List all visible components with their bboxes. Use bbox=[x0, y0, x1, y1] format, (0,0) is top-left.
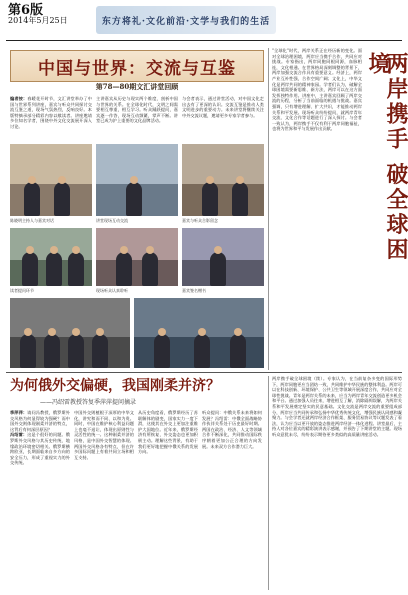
page-label: 第6版 bbox=[8, 3, 44, 18]
photo-closing bbox=[134, 298, 264, 368]
photo-audience-wide bbox=[10, 298, 130, 368]
section-banner: 东方将礼·文化前沿·文学与我们的生活 bbox=[96, 6, 276, 34]
photo-audience-question bbox=[10, 228, 92, 286]
intro-column-2: 主讲嘉宾从历史与现实两个维度，剖析中国与世界的关系。在全球化时代，文明之间需要相互尊重，相互学习。听众踊跃提问，嘉宾逐一作答，现场互动频繁，掌声不断。讲堂已成为沪上重要的文化品牌活动。 bbox=[96, 96, 178, 124]
intro-column-1: 编者按：春暖花开时节，文汇讲堂举办了中国与世界系列讲座，嘉宾与听众共同探讨交流互鉴之道，现场气氛热烈，反响良好。本版特摘录部分精彩内容以飨读者。讲座邀请多位知名学者，围绕中外文化交流展开深入讨论。 bbox=[10, 96, 92, 129]
caption-1: 陈晓明主持人与嘉宾对话 bbox=[10, 218, 54, 223]
mid-rule bbox=[6, 372, 402, 373]
caption-3: 嘉宾与听众合影留念 bbox=[182, 218, 218, 223]
intro-column-3: 与会者表示，通过讲堂活动，对中国文化走出去有了更深的认识。交流互鉴是推动人类文明进步的重要动力。未来讲堂将继续关注中外交流议题，邀请更多专家学者参与。 bbox=[182, 96, 264, 118]
page-number bbox=[8, 3, 68, 26]
right-heading: 两岸携手 破全球困境 bbox=[365, 52, 408, 263]
feature-title: 中国与世界：交流与互鉴 bbox=[10, 50, 264, 82]
feature-subtitle: 第78—80期文汇讲堂回顾 bbox=[95, 82, 179, 91]
article2-column-5: 两岸携手破全球困境（续）。专家认为，在当前复杂多变的国际形势下，两岸同胞更应当团结一致，共同维护中华民族的整体利益。两岸可以在科技创新、环境保护、公共卫生等领域开展深度合作，共同应对全球性挑战。青年是两岸关系的未来，应当为两岸青年交流创造更多机会和平台。通过加强人员往来，增进相互了解，消除隔阂误解，为两岸关系和平发展奠定坚实的民意基础。文化交流是两岸交流的重要组成部分，两岸应当共同传承和弘扬中华优秀传统文化，增强民族认同感和凝聚力。与会学者还就两岸经济合作框架、服务贸易协议等议题发表了看法，认为应当以更开放的姿态推进两岸经济一体化进程。讲堂最后，主持人对各位嘉宾的精彩演讲表示感谢，并预告了下期讲堂的主题。现场听众意犹未尽，纷纷表示期待更多类似的高质量讲座活动。 bbox=[272, 376, 402, 437]
photo-speakers-dialogue bbox=[10, 144, 92, 216]
article2-column-3: 从历史角度看，俄罗斯经历了苏联解体的剧变，国家实力一度下滑，这使其在外交上更加注重维护大国地位。近年来，俄罗斯经济有所恢复，外交姿态也更加积极主动。理解这些背景，有助于我们更好地把握中俄关系的发展方向。 bbox=[138, 410, 198, 455]
caption-6: 嘉宾签名赠书 bbox=[182, 288, 206, 293]
article2-subhead: ——冯绍雷教授答复季萍萍提问摘录 bbox=[40, 399, 137, 406]
issue-date: 2014年5月25日 bbox=[8, 16, 68, 25]
photo-stage-panel bbox=[96, 228, 178, 286]
side-article-column: "全球化"时代，两岸关系正在经历新的变化。面对全球治理困境，两岸应当携手合作，共同应对挑战。专家指出，两岸同胞同根同源，血脉相连，文化相通。在世界格局深刻调整的背景下，两岸加强交流合作具有重要意义。经济上，两岸产业互补性强，合作空间广阔；文化上，中华文化是两岸共同的精神家园。学者们认为，破解全球困境需要新思维、新方法，两岸可以在这方面发挥独特作用。讲座中，主讲嘉宾回顾了两岸交流的历程，分析了当前面临的机遇与挑战。嘉宾强调，只有增进理解、扩大共识，才能推动两岸关系和平发展。现场听众纷纷提问，就两岸青年交流、文化合作等话题进行了深入探讨。与会者一致认为，两岸携手不仅有利于两岸同胞福祉，也将为世界和平与发展作出贡献。 bbox=[272, 48, 362, 132]
article2-column-1: 季萍萍：请问冯教授，俄罗斯外交风格为何显得较为强硬？而中国外交则体现刚柔并济的特点，这背后有何深层原因？ 冯绍雷：这是个很好的问题。俄罗斯外交风格与其历史传统、地缘政治环境密切相关。俄罗斯横跨欧亚，长期面临来自多方向的安全压力，形成了重视实力的外交传统。 bbox=[10, 410, 70, 466]
photo-guest-portrait bbox=[182, 144, 264, 216]
article2-divider bbox=[268, 376, 269, 590]
column-divider bbox=[268, 48, 269, 370]
article2-headline: 为何俄外交偏硬，我国刚柔并济？ bbox=[10, 378, 220, 394]
caption-4: 读者提问环节 bbox=[10, 288, 34, 293]
article2-column-2: 中国外交则植根于深厚的中华文化，讲究和而不同、以和为贵。同时，中国在维护核心利益问题上也毫不退让，体现出原则性与灵活性的统一。这种刚柔并济的风格，是中国外交智慧的体现。两国外交风格各有特点，但在许多国际问题上有着共同立场和相互支持。 bbox=[74, 410, 134, 460]
photo-lecture-hall bbox=[96, 144, 178, 216]
caption-5: 现场听众认真聆听 bbox=[96, 288, 128, 293]
caption-2: 讲堂现场互动交流 bbox=[96, 218, 128, 223]
article2-column-4: 听众提问：中俄关系未来将如何发展？冯绍雷：中俄全面战略协作伙伴关系处于历史最好时期。两国在政治、经济、人文等领域合作不断深化，共同推动国际秩序朝着更加公正合理的方向发展。未来双方合作潜力巨大。 bbox=[202, 410, 262, 449]
photo-group-discussion bbox=[182, 228, 264, 286]
masthead bbox=[0, 0, 408, 40]
top-rule bbox=[6, 40, 402, 41]
